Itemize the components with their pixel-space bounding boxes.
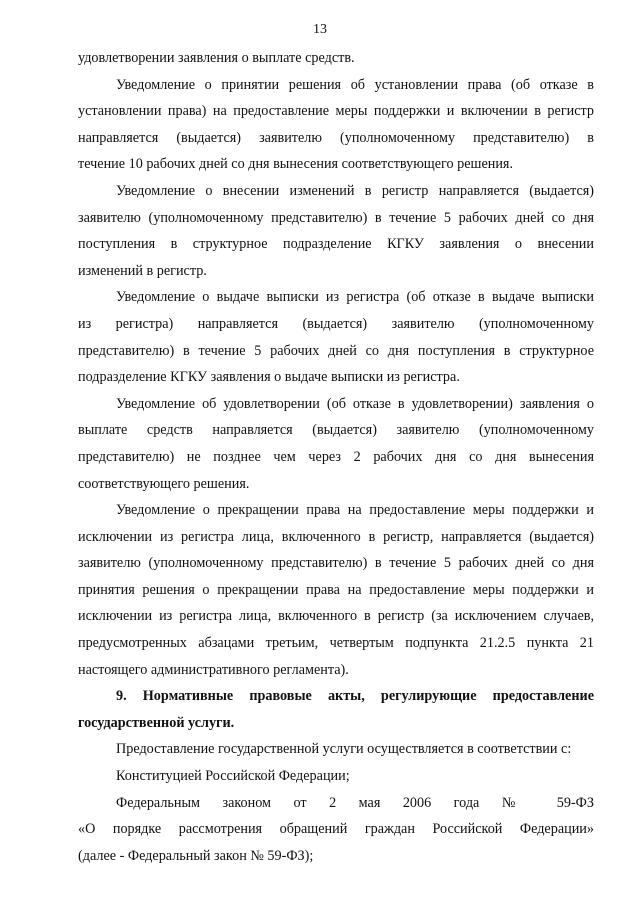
text-line: установлении права) на предоставление меры поддержки и включении в регистр	[78, 103, 594, 120]
paragraph-notice-register-changes	[78, 178, 594, 284]
document-body	[78, 45, 594, 869]
text-line: подразделение КГКУ заявления о выдаче выписки из регистра.	[78, 369, 460, 386]
text-line: представителю) не позднее чем через 2 рабочих дня со дня вынесения	[78, 448, 594, 465]
paragraph-legal-basis	[78, 736, 594, 763]
text-line: заявителю (уполномоченному представителю) в течение 5 рабочих дней со дня	[78, 209, 594, 226]
text-line: Уведомление о принятии решения об установлении права (об отказе в	[116, 76, 594, 93]
text-line: исключении из регистра лица, включенного в регистр, направляется (выдается)	[78, 528, 594, 545]
text-line: «О порядке рассмотрения обращений граждан Российской Федерации»	[78, 821, 594, 838]
text-line: Предоставление государственной услуги осуществляется в соответствии с:	[116, 741, 572, 758]
section-heading	[78, 683, 594, 736]
text-line: соответствующего решения.	[78, 475, 250, 492]
text-line: (далее - Федеральный закон № 59-ФЗ);	[78, 847, 314, 864]
paragraph-notice-decision	[78, 72, 594, 178]
text-line: Уведомление о внесении изменений в регистр направляется (выдается)	[116, 182, 594, 199]
text-line: Уведомление о выдаче выписки из регистра (об отказе в выдаче выписки	[116, 289, 594, 306]
paragraph-constitution	[78, 763, 594, 790]
heading-line: государственной услуги.	[78, 714, 235, 731]
text-line: заявителю (уполномоченному представителю) в течение 5 рабочих дней со дня	[78, 555, 594, 572]
text-line: выплате средств направляется (выдается) заявителю (уполномоченному	[78, 422, 594, 439]
text-line: Конституцией Российской Федерации;	[116, 768, 350, 785]
heading-line: 9. Нормативные правовые акты, регулирующие предоставление	[116, 688, 594, 705]
text-line: Уведомление о прекращении права на предоставление меры поддержки и	[116, 502, 594, 519]
text-line: из регистра) направляется (выдается) заявителю (уполномоченному	[78, 315, 594, 332]
text-line: Федеральным законом от 2 мая 2006 года № 59-ФЗ	[116, 794, 594, 811]
text-line: изменений в регистр.	[78, 262, 207, 279]
paragraph-federal-law	[78, 790, 594, 870]
text-line: удовлетворении заявления о выплате средств.	[78, 50, 355, 66]
text-line: поступления в структурное подразделение КГКУ заявления о внесении	[78, 236, 594, 253]
text-line: принятия решения о прекращении права на предоставление меры поддержки и	[78, 581, 594, 598]
paragraph-notice-extract	[78, 284, 594, 390]
text-line: предусмотренных абзацами третьим, четвертым подпункта 21.2.5 пункта 21	[78, 635, 594, 652]
text-line: течение 10 рабочих дней со дня вынесения соответствующего решения.	[78, 156, 513, 173]
page-number: 13	[313, 22, 327, 37]
text-line: направляется (выдается) заявителю (уполномоченному представителю) в	[78, 129, 594, 146]
text-line: Уведомление об удовлетворении (об отказе в удовлетворении) заявления о	[116, 395, 594, 412]
text-line: исключении из регистра лица, включенного в регистр (за исключением случаев,	[78, 608, 594, 625]
paragraph-notice-payment	[78, 391, 594, 497]
text-line: настоящего административного регламента).	[78, 661, 349, 678]
paragraph-continuation	[78, 45, 594, 72]
paragraph-notice-termination	[78, 497, 594, 683]
text-line: представителю) в течение 5 рабочих дней со дня поступления в структурное	[78, 342, 594, 359]
